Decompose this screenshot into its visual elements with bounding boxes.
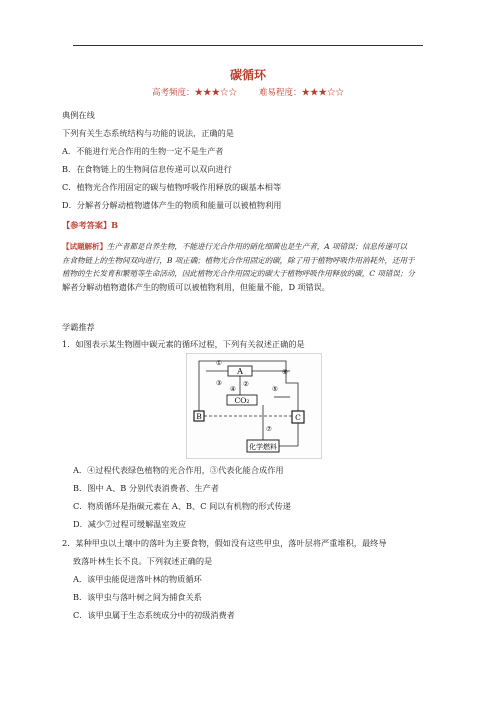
explanation-line: 植物的生长发育和繁殖等生命活动，因此植物光合作用固定的碳大于植物呼吸作用释放的碳，C 项错误；分 — [62, 269, 415, 279]
option-d: D．分解者分解动植物遗体产生的物质和能量可以被植物利用 — [62, 200, 282, 210]
process-5: ⑤ — [272, 385, 278, 393]
q1-option-b: B．图中 A、B 分别代表消费者、生产者 — [73, 483, 219, 493]
explanation-line: 在食物链上的生物间双向进行，B 项正确；植物光合作用固定的碳，除了用于植物呼吸作用消耗外，还用于 — [62, 255, 415, 265]
q2-stem-1: 2．某种甲虫以土壤中的落叶为主要食物，假如没有这些甲虫，落叶层将严重堆积，最终导 — [62, 538, 387, 548]
option-b: B．在食物链上的生物间信息传递可以双向进行 — [62, 164, 232, 174]
node-c-label: C — [295, 413, 301, 422]
process-3: ③ — [216, 379, 222, 387]
q2-option-b: B．该甲虫与落叶树之间为捕食关系 — [73, 592, 202, 602]
node-b-label: B — [196, 412, 202, 421]
process-4: ④ — [230, 385, 236, 393]
page-title: 碳循环 — [229, 68, 266, 82]
question-stem: 下列有关生态系统结构与功能的说法，正确的是 — [62, 128, 234, 138]
q2-option-c: C．该甲虫属于生态系统成分中的初级消费者 — [73, 610, 235, 620]
section-heading-example: 典例在线 — [62, 110, 95, 120]
q2-stem-2: 致落叶林生长不良。下列叙述正确的是 — [73, 556, 213, 566]
frequency-rating: 高考频度：★★★☆☆ — [151, 88, 237, 98]
explanation-line: 解者分解动植物遗体产生的物质可以被植物利用，但能量不能，D 项错误。 — [62, 281, 330, 292]
header-rule — [73, 45, 423, 46]
q2-option-a: A．该甲虫能促进落叶林的物质循环 — [73, 574, 202, 584]
option-c: C．植物光合作用固定的碳与植物呼吸作用释放的碳基本相等 — [62, 182, 282, 192]
process-1: ① — [216, 359, 222, 367]
answer-label: 【参考答案】B — [62, 220, 119, 230]
difficulty-rating: 难易程度：★★★☆☆ — [259, 88, 345, 98]
fuel-label: 化学燃料 — [249, 443, 277, 451]
process-7: ⑦ — [266, 425, 272, 433]
node-a-label: A — [237, 367, 243, 376]
co2-label: CO₂ — [234, 396, 250, 405]
option-a: A．不能进行光合作用的生物一定不是生产者 — [62, 146, 224, 156]
q1-option-a: A．④过程代表绿色植物的光合作用，③代表化能合成作用 — [73, 465, 284, 475]
explanation — [62, 240, 436, 294]
q1-stem: 1．如图表示某生物圈中碳元素的循环过程，下列有关叙述正确的是 — [62, 339, 305, 349]
explanation-label: 【试题解析】 — [62, 242, 107, 251]
rating-line — [0, 86, 496, 98]
section-heading-recommend: 学霸推荐 — [62, 322, 95, 332]
process-6: ⑥ — [282, 368, 288, 376]
q1-option-d: D．减少⑦过程可缓解温室效应 — [73, 519, 187, 529]
explanation-line: 生产者都是自养生物，不能进行光合作用的硝化细菌也是生产者，A 项错误；信息传递可以 — [106, 242, 407, 251]
q1-option-c: C．物质循环是指碳元素在 A、B、C 间以有机物的形式传递 — [73, 501, 291, 511]
process-2: ② — [243, 380, 249, 388]
carbon-cycle-diagram — [186, 353, 322, 459]
